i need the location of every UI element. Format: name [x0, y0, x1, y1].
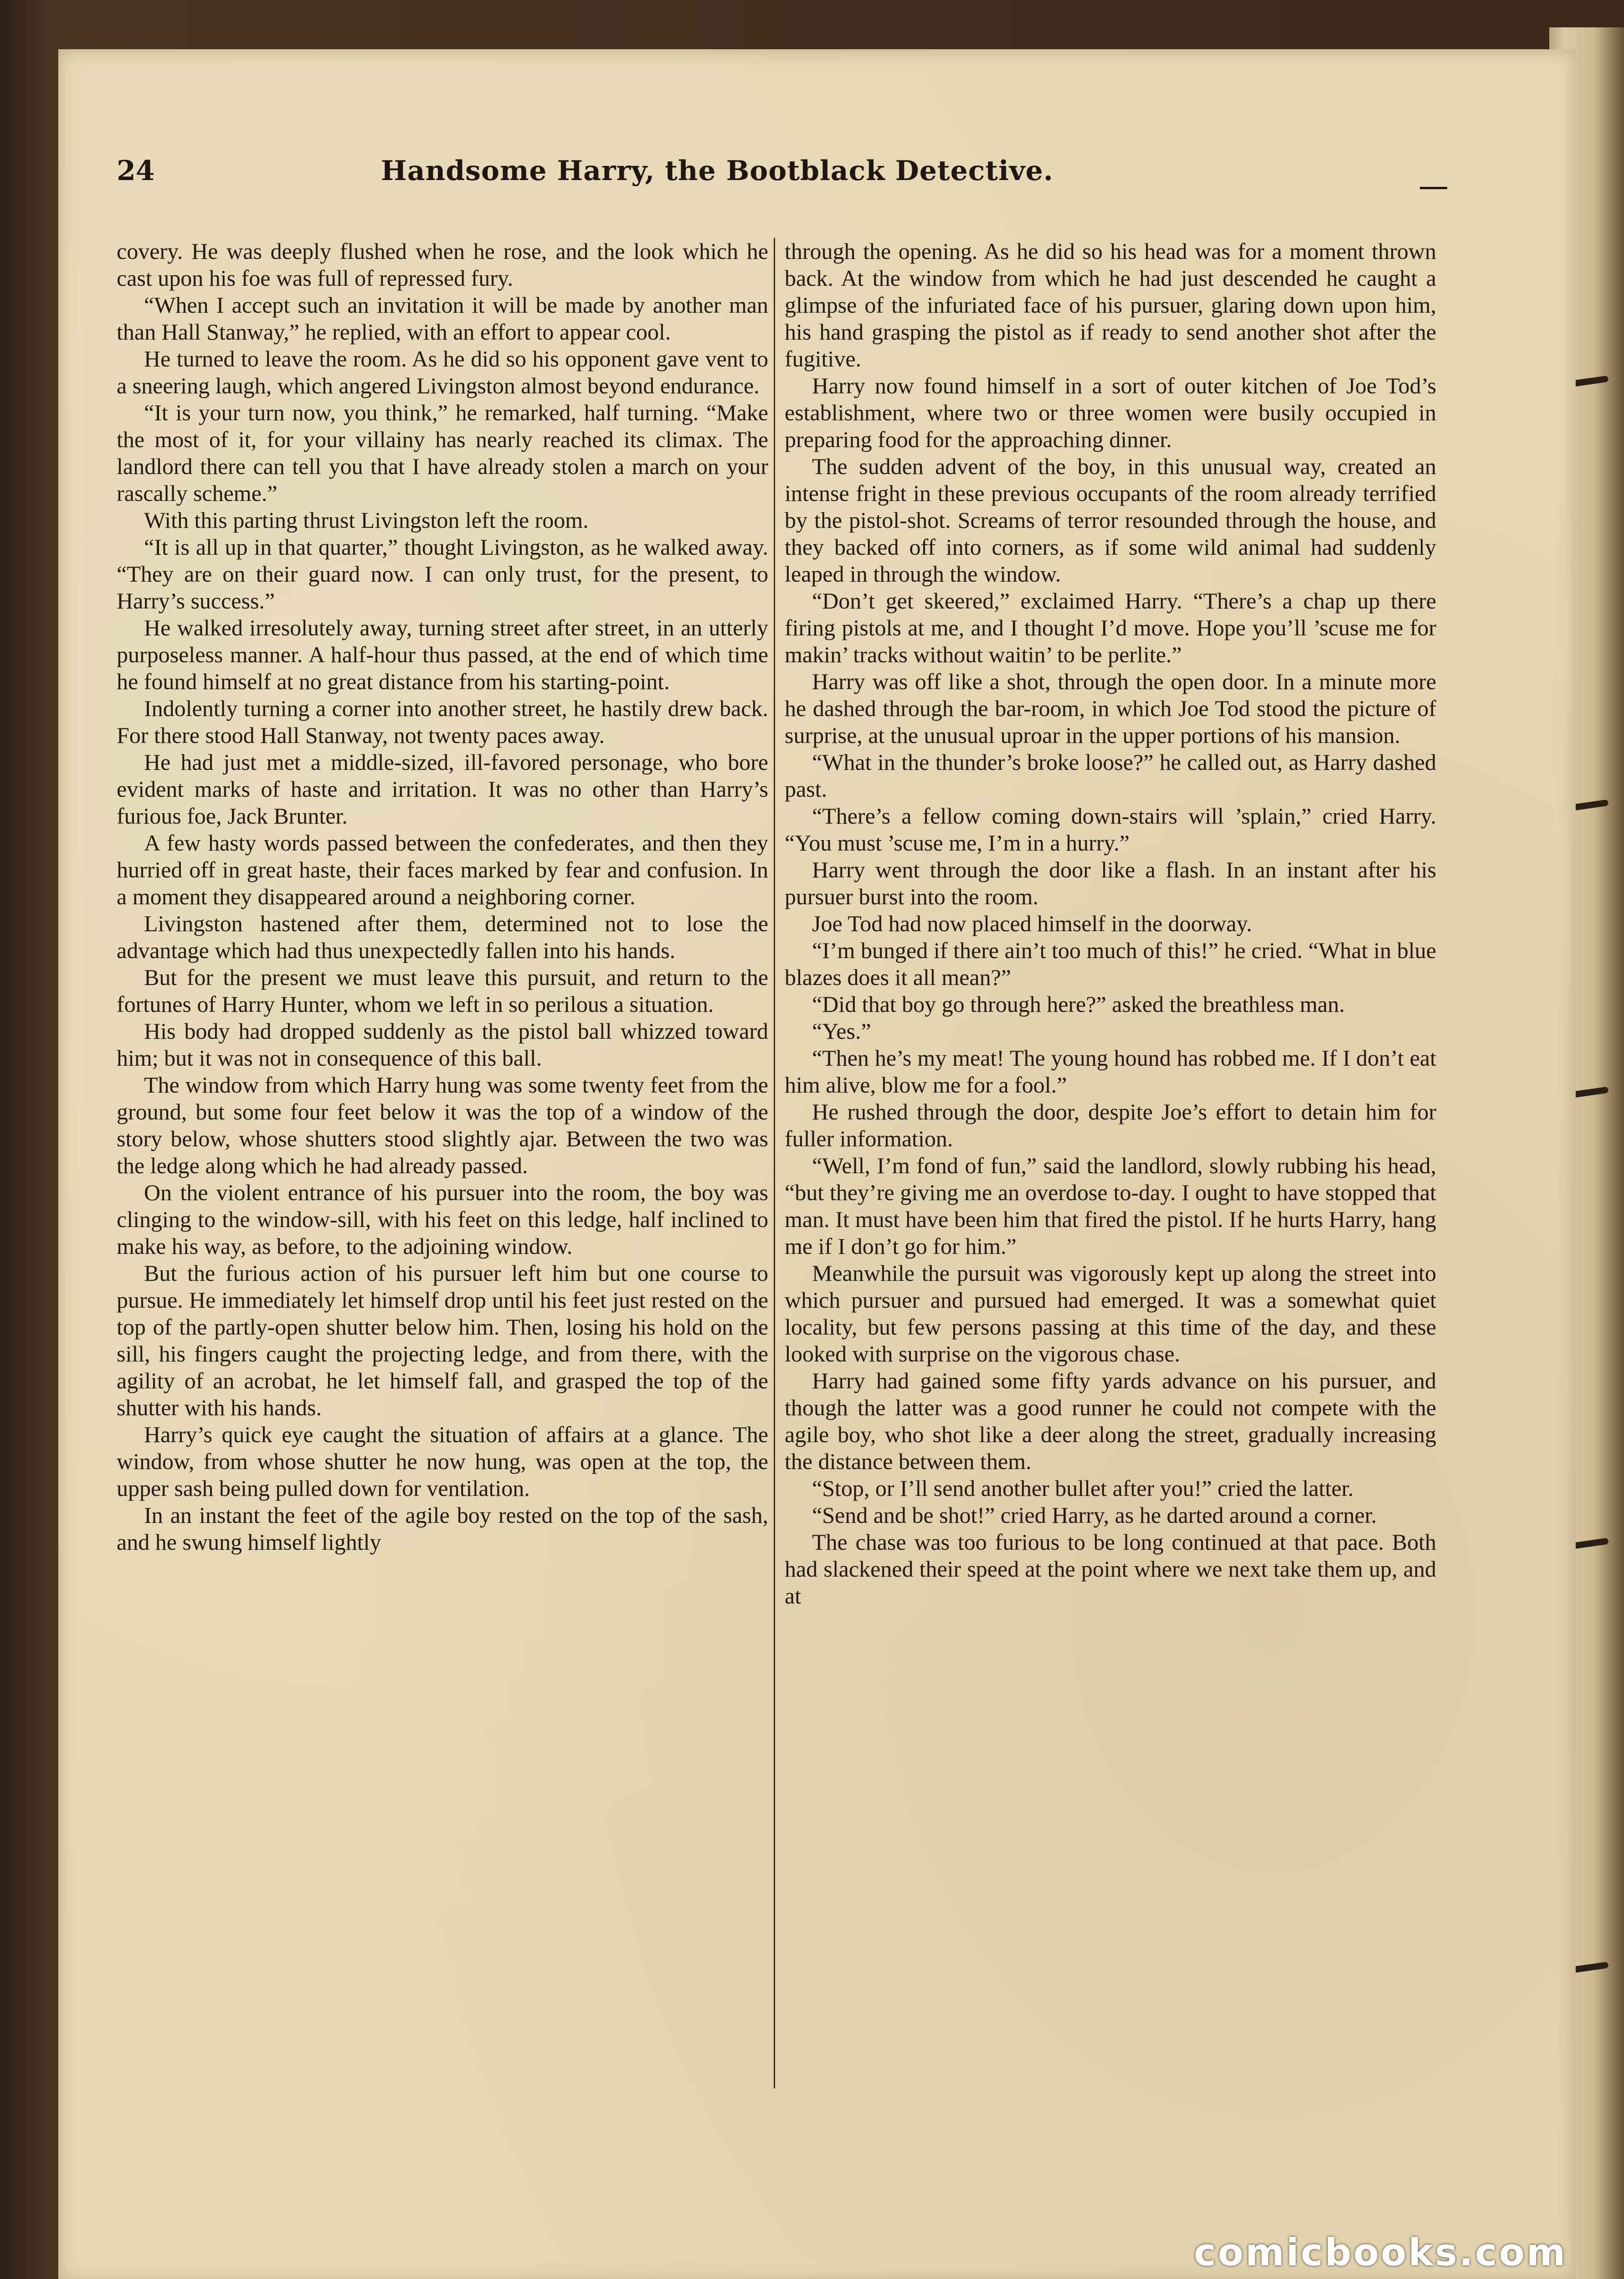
paragraph: In an instant the feet of the agile boy rested on the top of the sash, and he swung himself lightly: [117, 1502, 768, 1555]
paragraph: “I’m bunged if there ain’t too much of this!” he cried. “What in blue blazes does it all mean?”: [785, 938, 1436, 990]
paragraph: With this parting thrust Livingston left the room.: [144, 507, 589, 533]
running-title: Handsome Harry, the Bootblack Detective.: [381, 155, 1054, 187]
paragraph: He turned to leave the room. As he did so his opponent gave vent to a sneering laugh, which angered Livingston almost beyond endurance.: [117, 346, 768, 398]
paragraph: Meanwhile the pursuit was vigorously kept up along the street into which pursuer and pursued had emerged. It was a somewhat quiet locality, but few persons passing at this time of the day, and these looked with surprise on the vigorous chase.: [785, 1260, 1436, 1366]
paragraph: On the violent entrance of his pursuer into the room, the boy was clinging to the window-sill, with his feet on this ledge, half inclined to make his way, as before, to the adjoining window.: [117, 1180, 768, 1259]
paragraph: But the furious action of his pursuer left him but one course to pursue. He immediately let himself drop until his feet just rested on the top of the partly-open shutter below him. Then, losing his hold on the sill, his fingers caught the projecting ledge, and from there, with the agility of an acrobat, he let himself fall, and grasped the top of the shutter with his hands.: [117, 1260, 768, 1420]
paragraph: “Did that boy go through here?” asked the breathless man.: [812, 991, 1345, 1017]
paragraph: The chase was too furious to be long continued at that pace. Both had slackened their speed at the point where we next take them up, and at: [785, 1529, 1436, 1609]
paragraph: Harry was off like a shot, through the open door. In a minute more he dashed through the bar-room, in which Joe Tod stood the picture of surprise, at the unusual uproar in the upper portions of his mansion.: [785, 669, 1436, 748]
paragraph: But for the present we must leave this pursuit, and return to the fortunes of Harry Hunter, whom we left in so perilous a situation.: [117, 964, 768, 1017]
paragraph: Harry now found himself in a sort of outer kitchen of Joe Tod’s establishment, where two or three women were busily occupied in preparing food for the approaching dinner.: [785, 373, 1436, 452]
paragraph: His body had dropped suddenly as the pistol ball whizzed toward him; but it was not in consequence of this ball.: [117, 1018, 768, 1071]
watermark: comicbooks.com: [1194, 2231, 1567, 2274]
paragraph: Indolently turning a corner into another street, he hastily drew back. For there stood Hall Stanway, not twenty paces away.: [117, 696, 768, 748]
paragraph: “Yes.”: [812, 1018, 871, 1044]
paragraph: He had just met a middle-sized, ill-favored personage, who bore evident marks of haste and irritation. It was no other than Harry’s furious foe, Jack Brunter.: [117, 749, 768, 829]
paragraph: through the opening. As he did so his head was for a moment thrown back. At the window from which he had just descended he caught a glimpse of the infuriated face of his pursuer, glaring down upon him, his hand grasping the pistol as if ready to send another shot after the fugitive.: [785, 238, 1436, 371]
paragraph: Harry had gained some fifty yards advance on his pursuer, and though the latter was a good runner he could not compete with the agile boy, who shot like a deer along the street, gradually increasing the distance between them.: [785, 1368, 1436, 1474]
paragraph: covery. He was deeply flushed when he rose, and the look which he cast upon his foe was full of repressed fury.: [117, 238, 768, 291]
paragraph: “Send and be shot!” cried Harry, as he darted around a corner.: [812, 1502, 1377, 1528]
paragraph: “It is all up in that quarter,” thought Livingston, as he walked away. “They are on their guard now. I can only trust, for the present, to Harry’s success.”: [117, 534, 768, 614]
paragraph: “When I accept such an invitation it will be made by another man than Hall Stanway,” he replied, with an effort to appear cool.: [117, 292, 768, 345]
page-number: 24: [117, 155, 155, 187]
paragraph: “Well, I’m fond of fun,” said the landlord, slowly rubbing his head, “but they’re giving me an overdose to-day. I ought to have stopped that man. It must have been him that fired the pistol. If he hurts Harry, hang me if I don’t go for him.”: [785, 1153, 1436, 1259]
paragraph: A few hasty words passed between the confederates, and then they hurried off in great haste, their faces marked by fear and confusion. In a moment they disappeared around a neighboring corner.: [117, 830, 768, 909]
paragraph: “There’s a fellow coming down-stairs will ’splain,” cried Harry. “You must ’scuse me, I’m in a hurry.”: [785, 803, 1436, 856]
paragraph: Harry’s quick eye caught the situation of affairs at a glance. The window, from whose shutter he now hung, was open at the top, the upper sash being pulled down for ventilation.: [117, 1422, 768, 1501]
paragraph: Harry went through the door like a flash. In an instant after his pursuer burst into the room.: [785, 857, 1436, 909]
header-rule: [1420, 187, 1447, 189]
paragraph: He walked irresolutely away, turning street after street, in an utterly purposeless manner. A half-hour thus passed, at the end of which time he found himself at no great distance from his starting-point.: [117, 615, 768, 694]
paragraph: “What in the thunder’s broke loose?” he called out, as Harry dashed past.: [785, 749, 1436, 802]
paragraph: “It is your turn now, you think,” he remarked, half turning. “Make the most of it, for your villainy has nearly reached its climax. The landlord there can tell you that I have already stolen a march on your rascally scheme.”: [117, 400, 768, 506]
text-column-right: [785, 238, 1436, 2088]
paragraph: “Don’t get skeered,” exclaimed Harry. “There’s a chap up there firing pistols at me, and I thought I’d move. Hope you’ll ’scuse me for makin’ tracks without waitin’ to be perlite.”: [785, 588, 1436, 667]
paragraph: The window from which Harry hung was some twenty feet from the ground, but some four feet below it was the top of a window of the story below, whose shutters stood slightly ajar. Between the two was the ledge along which he had already passed.: [117, 1072, 768, 1178]
paragraph: Livingston hastened after them, determined not to lose the advantage which had thus unexpectedly fallen into his hands.: [117, 911, 768, 963]
column-divider: [774, 238, 775, 2088]
paragraph: “Then he’s my meat! The young hound has robbed me. If I don’t eat him alive, blow me for a fool.”: [785, 1045, 1436, 1098]
paragraph: The sudden advent of the boy, in this unusual way, created an intense fright in these previous occupants of the room already terrified by the pistol-shot. Screams of terror resounded through the house, and they backed off into corners, as if some wild animal had suddenly leaped in through the window.: [785, 454, 1436, 587]
paragraph: Joe Tod had now placed himself in the doorway.: [812, 911, 1252, 936]
paragraph: “Stop, or I’ll send another bullet after you!” cried the latter.: [812, 1475, 1354, 1501]
paragraph: He rushed through the door, despite Joe’s effort to detain him for fuller information.: [785, 1099, 1436, 1151]
text-column-left: [117, 238, 768, 2088]
page-header: [117, 155, 1438, 205]
